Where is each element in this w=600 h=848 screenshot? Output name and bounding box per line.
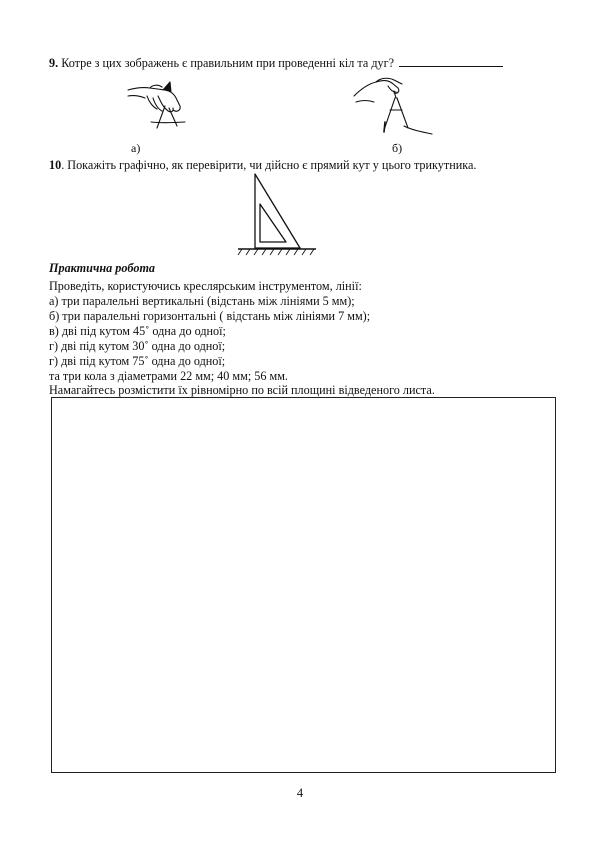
page-number: 4 xyxy=(296,786,304,800)
practical-line-2: а) три паралельні вертикальні (відстань між лініями 5 мм); xyxy=(49,294,355,308)
practical-heading: Практична робота xyxy=(49,261,156,275)
question-9-number: 9. xyxy=(49,56,59,70)
practical-line-7: та три кола з діаметрами 22 мм; 40 мм; 56 мм. xyxy=(49,369,288,383)
practical-line-3: б) три паралельні горизонтальні ( відстань між лініями 7 мм); xyxy=(49,309,371,323)
hand-compass-figure-b xyxy=(350,74,434,136)
question-10-number: 10 xyxy=(49,158,62,172)
practical-line-4: в) дві під кутом 45˚ одна до одної; xyxy=(49,324,226,338)
practical-line-6: г) дві під кутом 75˚ одна до одної; xyxy=(49,354,226,368)
drawing-area[interactable] xyxy=(51,397,556,773)
hand-compass-figure-a xyxy=(125,76,195,132)
answer-blank[interactable] xyxy=(399,56,503,67)
practical-line-5: г) дві під кутом 30˚ одна до одної; xyxy=(49,339,226,353)
question-10-text: . Покажіть графічно, як перевірити, чи дійсно є прямий кут у цього трикутника. xyxy=(61,158,477,172)
triangle-figure xyxy=(234,170,320,256)
caption-b: б) xyxy=(392,141,403,155)
caption-a: а) xyxy=(131,141,141,155)
practical-line-8: Намагайтесь розмістити їх рівномірно по всій площині відведеного листа. xyxy=(49,383,435,397)
practical-line-1: Проведіть, користуючись креслярським інструментом, лінії: xyxy=(49,279,362,293)
question-9-text: Котре з цих зображень є правильним при проведенні кіл та дуг? xyxy=(61,56,395,70)
question-9 xyxy=(49,56,503,71)
